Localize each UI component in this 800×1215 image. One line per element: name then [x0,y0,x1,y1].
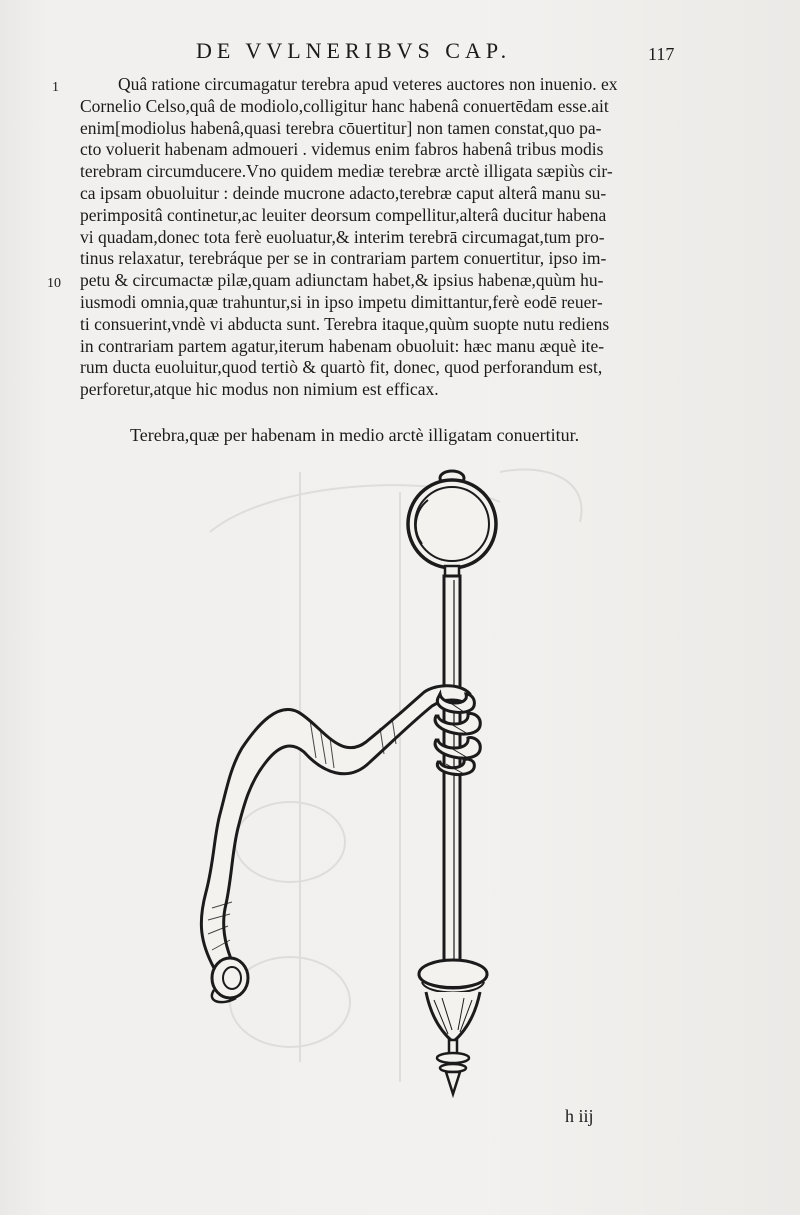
text-line: cto voluerit habenam admoueri . videmus enim fabros habenâ tribus modis [80,139,604,160]
drill-strap [201,686,470,1002]
text-line: ti consuerint,vndè vi abducta sunt. Terebra itaque,quùm suopte nutu rediens [80,313,610,334]
margin-line-number: 1 [52,80,59,95]
body-text [80,74,680,401]
drill-collar [419,960,487,1094]
figure-caption: Terebra,quæ per habenam in medio arctè illigatam conuertitur. [130,425,580,445]
text-line: tinus relaxatur, terebráque per se in contrariam partem conuertitur, ipso im- [80,248,607,269]
text-line: perforetur,atque hic modus non nimium est efficax. [80,379,439,400]
margin-line-number: 10 [47,276,61,291]
text-line: rum ducta euoluitur,quod tertiò & quartò fit, donec, quod perforandum est, [80,357,603,378]
text-line: iusmodi omnia,quæ trahuntur,si in ipso impetu dimittantur,ferè eodē reuer- [80,291,603,312]
text-line: petu & circumactæ pilæ,quam adiunctam habet,& ipsius habenæ,quùm hu- [80,270,604,291]
text-line: in contrariam partem agatur,iterum habenam obuoluit: hæc manu æquè ite- [80,335,605,356]
signature-mark: h iij [565,1106,594,1126]
running-title: DE VVLNERIBVS CAP. [196,38,512,63]
text-line: perimpositâ continetur,ac leuiter deorsum compellitur,alterâ ducitur habena [80,204,607,225]
text-line: ca ipsam obuoluitur : deinde mucrone adacto,terebræ caput alterâ manu su- [80,182,607,203]
text-line: vi quadam,donec tota ferè euoluatur,& interim terebrā circumagat,tum pro- [80,226,605,247]
text-line: Cornelio Celso,quâ de modiolo,colligitur hanc habenâ conuertēdam esse.ait [80,95,609,116]
text-line: terebram circumducere.Vno quidem mediæ terebræ arctè illigata sæpiùs cir- [80,161,613,182]
text-line: Quâ ratione circumagatur terebra apud veteres auctores non inuenio. ex [118,74,618,94]
page-number: 117 [648,44,675,64]
drill-woodcut-illustration [170,462,630,1102]
text-line: enim[modiolus habenâ,quasi terebra cōuertitur] non tamen constat,quo pa- [80,117,602,138]
